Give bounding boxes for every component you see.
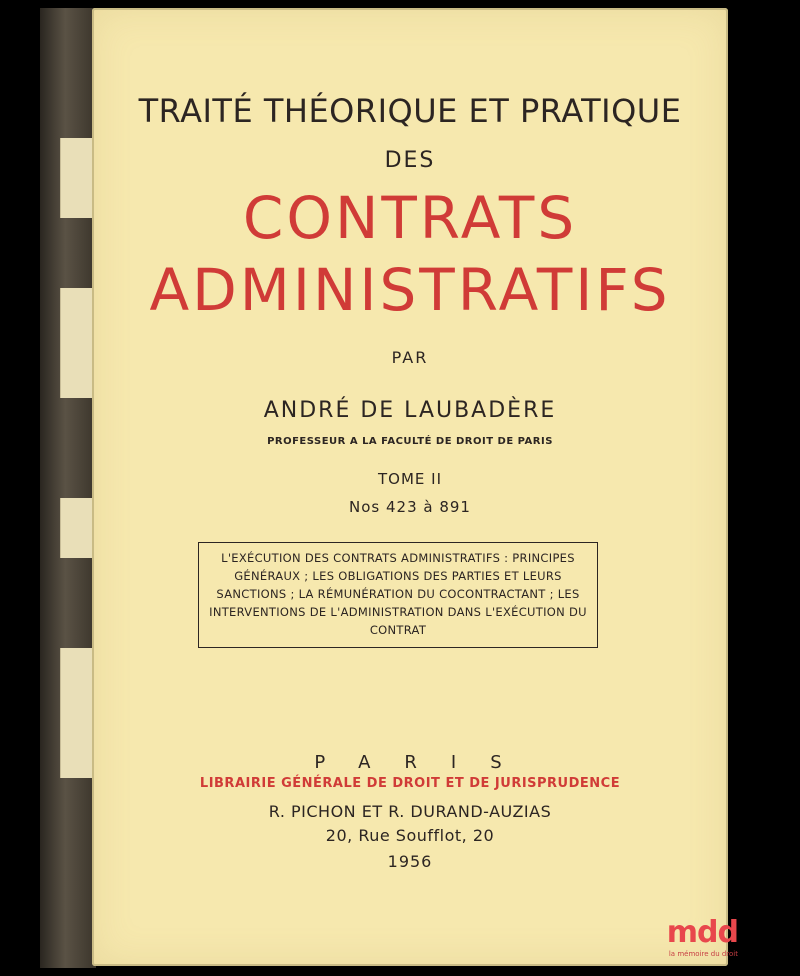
title-line-1: TRAITÉ THÉORIQUE ET PRATIQUE bbox=[138, 92, 682, 130]
by-label: PAR bbox=[391, 348, 429, 367]
title-line-2: DES bbox=[384, 148, 436, 173]
spine-label-strip bbox=[60, 648, 94, 778]
publisher-address: 20, Rue Soufflot, 20 bbox=[325, 826, 495, 845]
spine-label-strip bbox=[60, 498, 94, 558]
spine-label-strip bbox=[60, 138, 94, 218]
publication-year: 1956 bbox=[387, 852, 433, 871]
author-affiliation: PROFESSEUR A LA FACULTÉ DE DROIT DE PARIS bbox=[267, 436, 553, 447]
editors-names: R. PICHON ET R. DURAND-AUZIAS bbox=[268, 802, 552, 821]
book-spine-edge bbox=[40, 8, 96, 968]
main-title-line-2: ADMINISTRATIFS bbox=[149, 256, 671, 324]
publisher-name: LIBRAIRIE GÉNÉRALE DE DROIT ET DE JURISPRUDENCE bbox=[199, 776, 621, 791]
volume-numbers: Nos 423 à 891 bbox=[349, 498, 471, 516]
logo-letters: mdd bbox=[666, 915, 738, 950]
mdd-logo bbox=[642, 915, 738, 962]
contents-summary-box bbox=[198, 542, 598, 648]
book-cover bbox=[92, 8, 728, 966]
main-title-line-1: CONTRATS bbox=[242, 184, 578, 252]
contents-summary-text: L'EXÉCUTION DES CONTRATS ADMINISTRATIFS : PRINCIPES GÉNÉRAUX ; LES OBLIGATIONS DES PARTIES ET LEURS SANCTIONS ; LA RÉMUNÉRATION DU COCONTRACTANT ; LES INTERVENTIONS DE L'ADMINISTRATION DANS L'EXÉCUTION DU CONTRAT bbox=[209, 551, 587, 637]
logo-tagline: la mémoire du droit bbox=[668, 950, 738, 958]
spine-label-strip bbox=[60, 288, 94, 398]
volume-label: TOME II bbox=[377, 470, 442, 488]
publication-city: PARIS bbox=[314, 752, 536, 773]
author-name: ANDRÉ DE LAUBADÈRE bbox=[263, 398, 557, 423]
